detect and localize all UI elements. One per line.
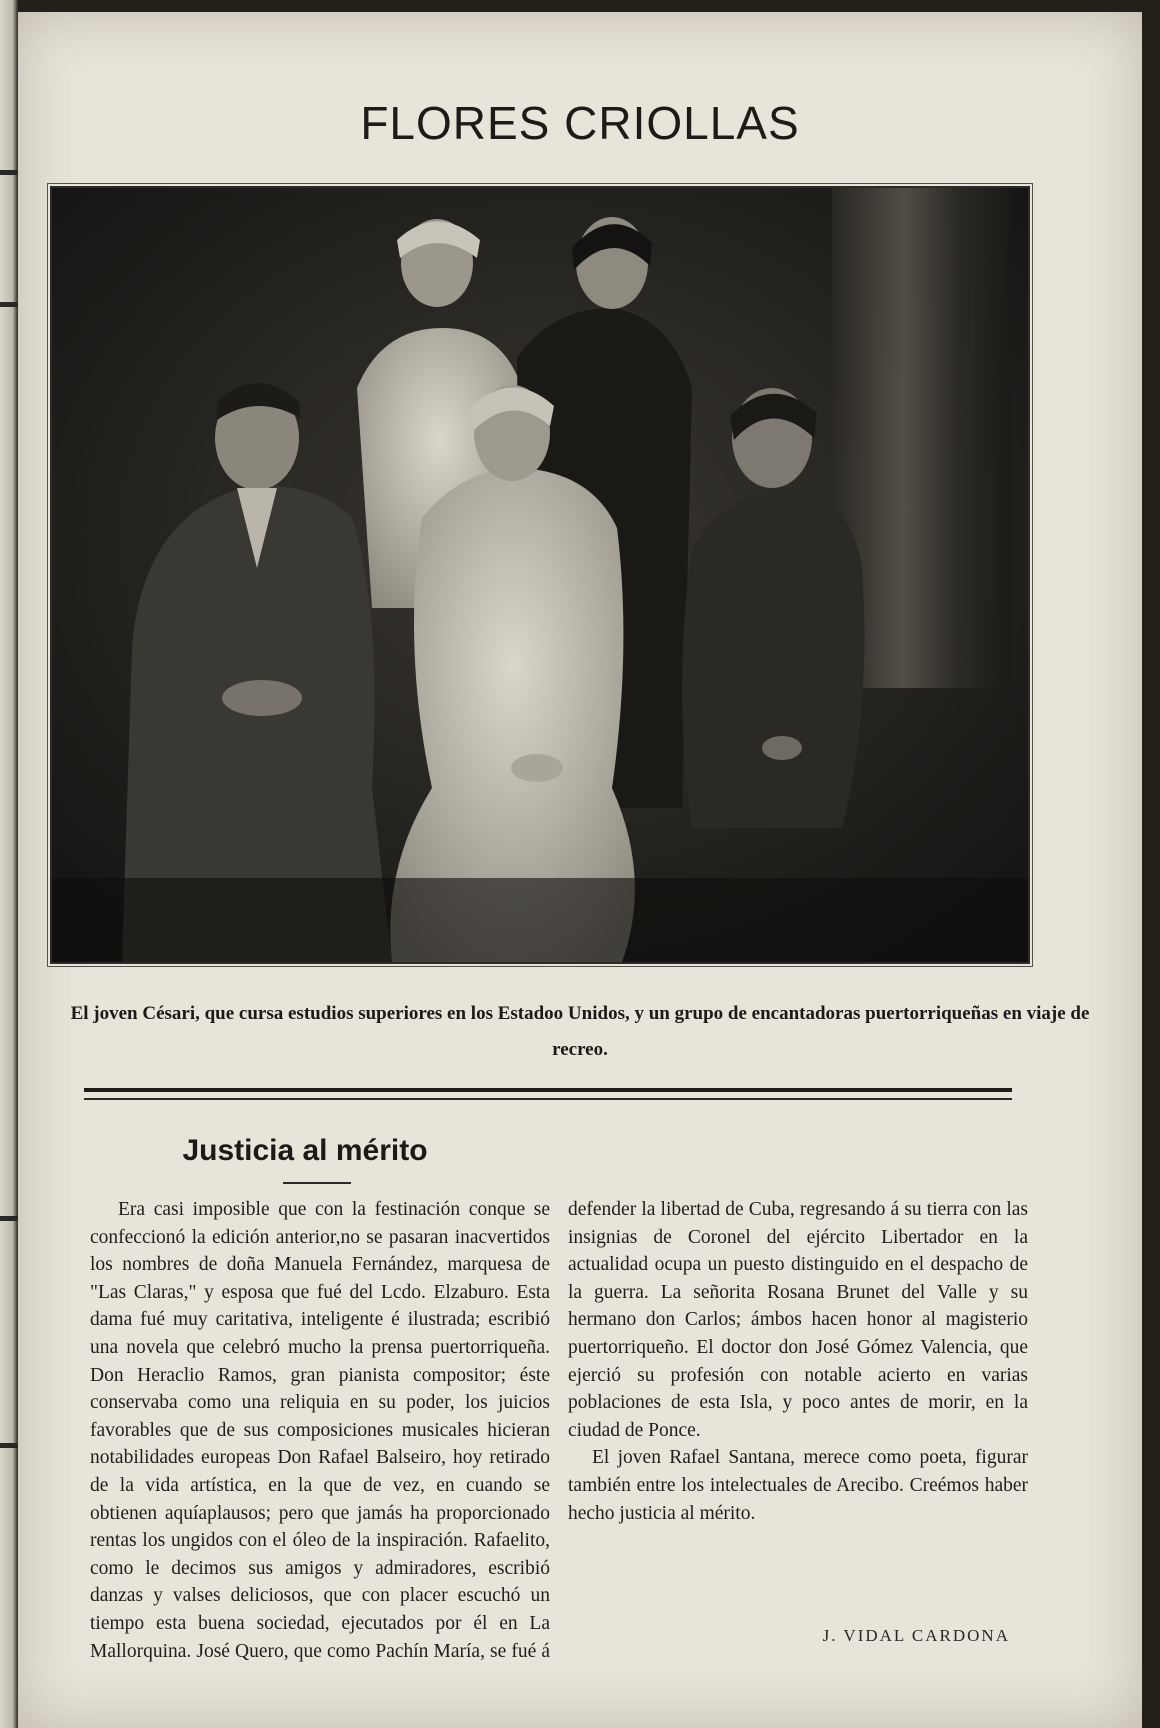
photo-caption: El joven Césari, que cursa estudios superiores en los Estadoo Unidos, y un grupo de encantadoras puertorriqueñas en viaje de recreo. (70, 1003, 1090, 1060)
article-paragraph-2: El joven Rafael Santana, merece como poeta, figurar también entre los intelectuales de Arecibo. Creémos haber hecho justicia al mérito. (568, 1447, 1028, 1524)
article-heading: Justicia al mérito (182, 1134, 428, 1167)
heading-underline (283, 1182, 351, 1184)
author-signature: J. VIDAL CARDONA (822, 1626, 1010, 1645)
group-photograph (50, 186, 1030, 964)
section-divider-thick (84, 1088, 1012, 1092)
article-paragraph-1: Era casi imposible que con la festinación conque se confeccionó la edición anterior,no se pasaran inacvertidos los nombres de doña Manuela Fernández, marquesa de "Las Claras," y esposa que fué del Lcdo. Elzaburo. Esta dama fué muy caritativa, inteligente é ilustrada; escribió una novela que celebró mucho la prensa puertorriqueña. Don Heraclio Ramos, gran pianista compositor; éste conservaba como una reliquia en su poder, los juicios favorables que de sus composiciones musicales hicieran notabilidades europeas Don Rafael Balseiro, hoy retirado de la vida artística, en la que de vez, en cuando se obtienen aquíaplausos; pero que jamás ha proporcionado rentas los ungidos con el óleo de la inspiración. Rafaelito, como le decimos sus amigos y admiradores, escribió danzas y valses deliciosos, que con placer escuchó un tiempo esta buena sociedad, ejecutados por él en La Mallorquina. José Quero, que como Pachín María, se fué á defender la libertad de Cuba, regresando á su tierra con las insignias de Coronel del ejército Libertador en la actualidad ocupa un puesto distinguido en el despacho de la guerra. La señorita Rosana Brunet del Valle y su hermano don Carlos; ámbos hacen honor al magisterio puertorriqueño. El doctor don José Gómez Valencia, que ejerció su profesión con notable acierto en varias poblaciones de esta Isla, y poco antes de morir, en la ciudad de Ponce. (90, 1199, 1028, 1662)
photograph-image (52, 188, 1028, 962)
page-binding-edge (0, 0, 18, 1728)
page-title: FLORES CRIOLLAS (360, 97, 800, 149)
section-divider-thin (84, 1098, 1012, 1100)
article-body (90, 1196, 1028, 1666)
